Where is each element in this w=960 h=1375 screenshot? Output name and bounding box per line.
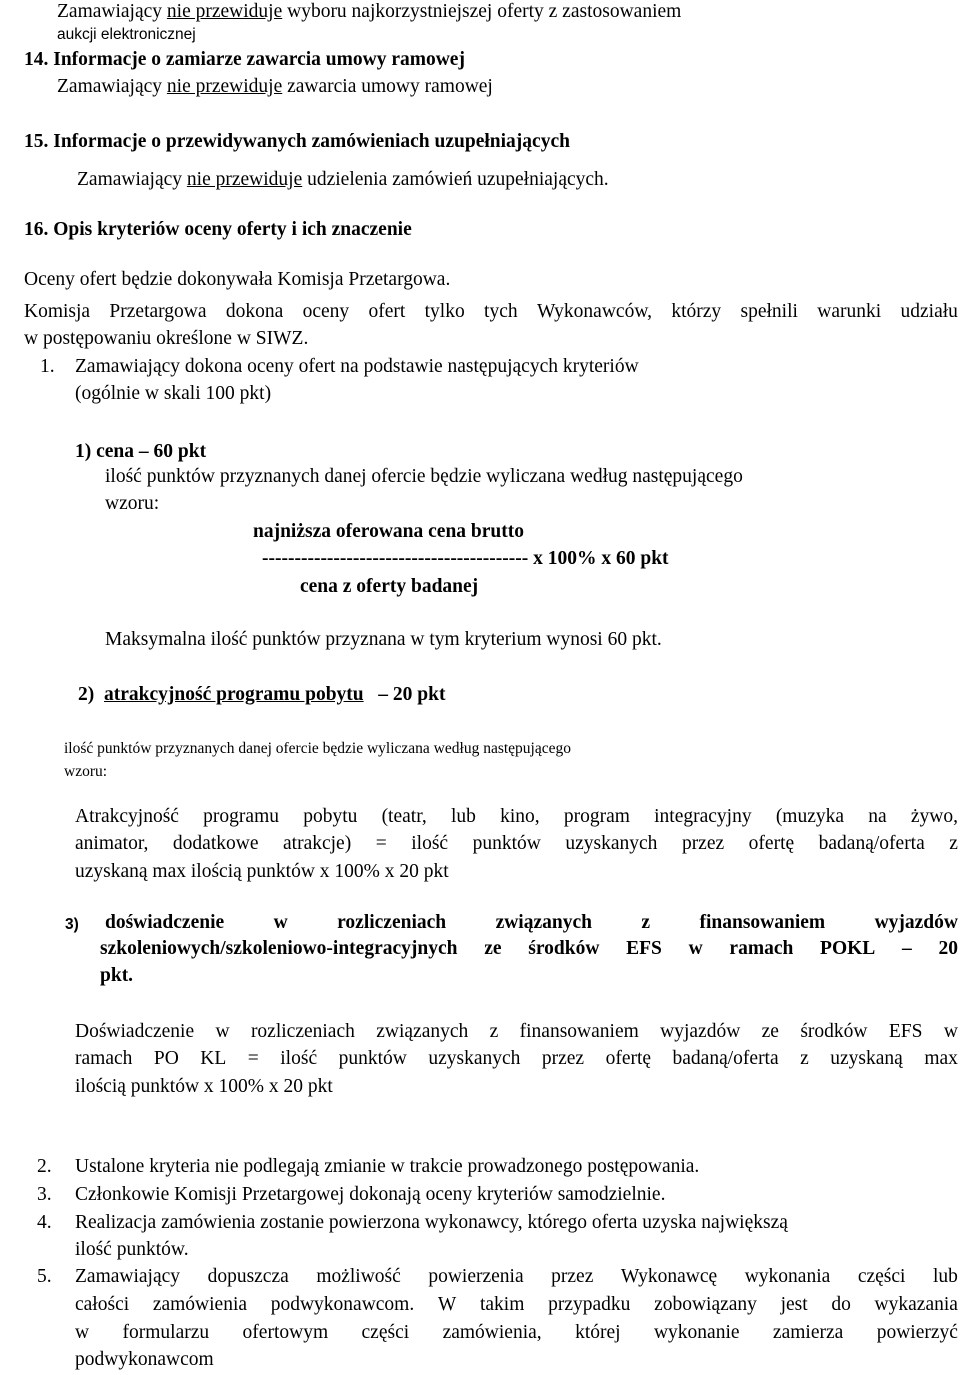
word: ilość [280,1048,318,1069]
formula-fraction-line: ----------------------------------------- x 100% x 60 pkt [262,548,669,569]
text-segment: Zamawiający [57,1,167,22]
section-15-text [77,168,609,192]
criterion-1-title: 1) cena – 60 pkt [75,441,207,462]
word: programu [203,806,279,827]
section-16-title: 16. Opis kryteriów oceny oferty i ich znaczenie [24,219,412,240]
criterion-1-desc: ilość punktów przyznanych danej ofercie będzie wyliczana według następującego [105,466,743,487]
text-segment: Zamawiający [77,169,187,190]
list-item-text: Zamawiający dokona oceny ofert na podstawie następujących kryteriów [75,356,639,377]
word: takim [479,1294,525,1315]
word: badaną/oferta [818,833,925,854]
word: 20 [938,938,958,959]
word: którzy [671,301,722,322]
criterion-1-max: Maksymalna ilość punktów przyznana w tym kryterium wynosi 60 pkt. [105,629,662,650]
word: ramach [75,1048,133,1069]
word: dokona [225,301,284,322]
word: z [641,912,651,933]
section-14-title: 14. Informacje o zamiarze zawarcia umowy ramowej [24,49,465,70]
justified-line [75,1321,958,1345]
word: ofertę [605,1048,652,1069]
word: integracyjny [654,806,752,827]
list-number: 5. [37,1266,52,1287]
word: na [868,806,887,827]
word: dodatkowe [172,833,259,854]
justified-line [75,1020,958,1044]
word: w [688,938,703,959]
word: zamierza [772,1322,844,1343]
word: w [215,1021,230,1042]
word: formularzu [122,1322,210,1343]
word: uzyskanych [428,1048,521,1069]
word: wykazania [874,1294,958,1315]
word: powierzenia [428,1266,524,1287]
word: Wykonawcę [620,1266,718,1287]
justified-line [75,832,958,856]
word: ze [761,1021,779,1042]
word: = [247,1048,259,1069]
word: kino, [500,806,540,827]
word: uzyskaną [830,1048,903,1069]
word: ofert [368,301,406,322]
word: dopuszcza [207,1266,289,1287]
text-segment: – 20 pkt [363,684,446,705]
word: W [437,1294,457,1315]
word: zamówienia, [442,1322,542,1343]
underlined-text: atrakcyjność programu pobytu [104,684,364,705]
word: zamówienia [152,1294,248,1315]
word: KL [200,1048,227,1069]
word: uzyskanych [565,833,658,854]
text-segment: wyboru najkorzystniejszej oferty z zastosowaniem [282,1,682,22]
word: Zamawiający [75,1266,181,1287]
paragraph: uzyskaną max ilością punktów x 100% x 20 pkt [75,861,449,882]
word: ofertowym [242,1322,329,1343]
text-segment: zawarcia umowy ramowej [282,76,493,97]
word: jest [780,1294,808,1315]
word: Wykonawców, [536,301,653,322]
criterion-2-title [78,683,445,707]
word: ofertę [748,833,795,854]
word: rozliczeniach [337,912,447,933]
list-item-text: Realizacja zamówienia zostanie powierzona wykonawcy, którego oferta uzyska największą [75,1212,788,1233]
list-item-text: ilość punktów. [75,1239,189,1260]
justified-line [75,805,958,829]
word: lub [451,806,476,827]
word: punktów [472,833,541,854]
word: możliwość [316,1266,401,1287]
underlined-text: nie przewiduje [166,76,283,97]
section-15-title: 15. Informacje o przewidywanych zamówieniach uzupełniających [24,131,570,152]
word: żywo, [910,806,958,827]
list-number: 2) [78,684,95,705]
list-item-text: (ogólnie w skali 100 pkt) [75,383,272,404]
word: wyjazdów [874,912,958,933]
list-number: 1. [40,356,55,377]
word: Atrakcyjność [75,806,179,827]
justified-line [75,1265,958,1289]
word: EFS [626,938,662,959]
list-number: 2. [37,1156,52,1177]
word: rozliczeniach [250,1021,355,1042]
criterion-3-title: pkt. [100,965,134,986]
word: przypadku [548,1294,631,1315]
word: lub [932,1266,958,1287]
word: EFS [888,1021,923,1042]
word: program [563,806,630,827]
section-14-text [57,75,493,99]
text-segment: udzielenia zamówień uzupełniających. [302,169,609,190]
word: spełnili [740,301,798,322]
word: w [273,912,288,933]
criterion-1-desc: wzoru: [105,493,160,514]
word: wykonania [744,1266,831,1287]
word: oceny [302,301,350,322]
list-number: 3. [37,1184,52,1205]
word: doświadczenie [105,912,225,933]
underlined-text: nie przewiduje [186,169,303,190]
word: tych [484,301,518,322]
word: związanych [376,1021,469,1042]
text-segment: Zamawiający [57,76,167,97]
word: Przetargowa [109,301,207,322]
word: do [831,1294,851,1315]
word: przez [681,833,725,854]
list-number: 3) [65,916,79,933]
word: części [361,1322,410,1343]
list-item-text: podwykonawcom [75,1349,214,1370]
word: warunki [817,301,882,322]
criterion-2-desc: wzoru: [64,763,108,780]
formula-denominator: cena z oferty badanej [300,576,479,597]
word: atrakcje) [283,833,352,854]
word: zobowiązany [654,1294,757,1315]
intro-line [57,0,681,24]
word: (muzyka [775,806,845,827]
word: finansowaniem [699,912,826,933]
word: badaną/oferta [672,1048,779,1069]
underlined-text: nie przewiduje [166,1,283,22]
word: animator, [75,833,149,854]
word: w [943,1021,958,1042]
word: środków [528,938,600,959]
word: PO [153,1048,179,1069]
word: przez [551,1266,594,1287]
justified-line [75,1047,958,1071]
criterion-2-desc: ilość punktów przyznanych danej ofercie będzie wyliczana według następującego [64,740,571,757]
word: której [575,1322,621,1343]
word: wykonanie [653,1322,740,1343]
word: punktów [338,1048,407,1069]
word: całości [75,1294,130,1315]
word: szkoleniowych/szkoleniowo-integracyjnych [100,938,458,959]
criterion-3-title [105,911,958,935]
word: z [489,1021,499,1042]
word: powierzyć [876,1322,958,1343]
word: pobytu [303,806,358,827]
word: ramach [729,938,794,959]
word: środków [800,1021,868,1042]
intro-line-2: aukcji elektronicznej [57,26,196,43]
justified-line [75,1293,958,1317]
word: ze [484,938,502,959]
word: części [857,1266,906,1287]
word: max [924,1048,958,1069]
word: (teatr, [381,806,427,827]
word: podwykonawcom. [270,1294,415,1315]
formula-numerator: najniższa oferowana cena brutto [253,521,524,542]
criterion-3-title [100,937,958,961]
word: przez [541,1048,585,1069]
word: z [800,1048,809,1069]
word: ilość [411,833,449,854]
paragraph: ilością punktów x 100% x 20 pkt [75,1076,333,1097]
word: udziału [900,301,958,322]
word: w [75,1322,90,1343]
list-number: 4. [37,1212,52,1233]
list-item-text: Członkowie Komisji Przetargowej dokonają oceny kryteriów samodzielnie. [75,1184,666,1205]
justified-line [24,300,958,324]
word: Komisja [24,301,91,322]
word: wyjazdów [660,1021,741,1042]
word: – [902,938,912,959]
word: z [949,833,958,854]
word: finansowaniem [519,1021,639,1042]
word: = [375,833,387,854]
word: POKL [820,938,876,959]
paragraph: Oceny ofert będzie dokonywała Komisja Przetargowa. [24,269,451,290]
word: związanych [495,912,592,933]
paragraph: w postępowaniu określone w SIWZ. [24,328,309,349]
word: tylko [424,301,465,322]
list-item-text: Ustalone kryteria nie podlegają zmianie w trakcie prowadzonego postępowania. [75,1156,700,1177]
word: Doświadczenie [75,1021,195,1042]
